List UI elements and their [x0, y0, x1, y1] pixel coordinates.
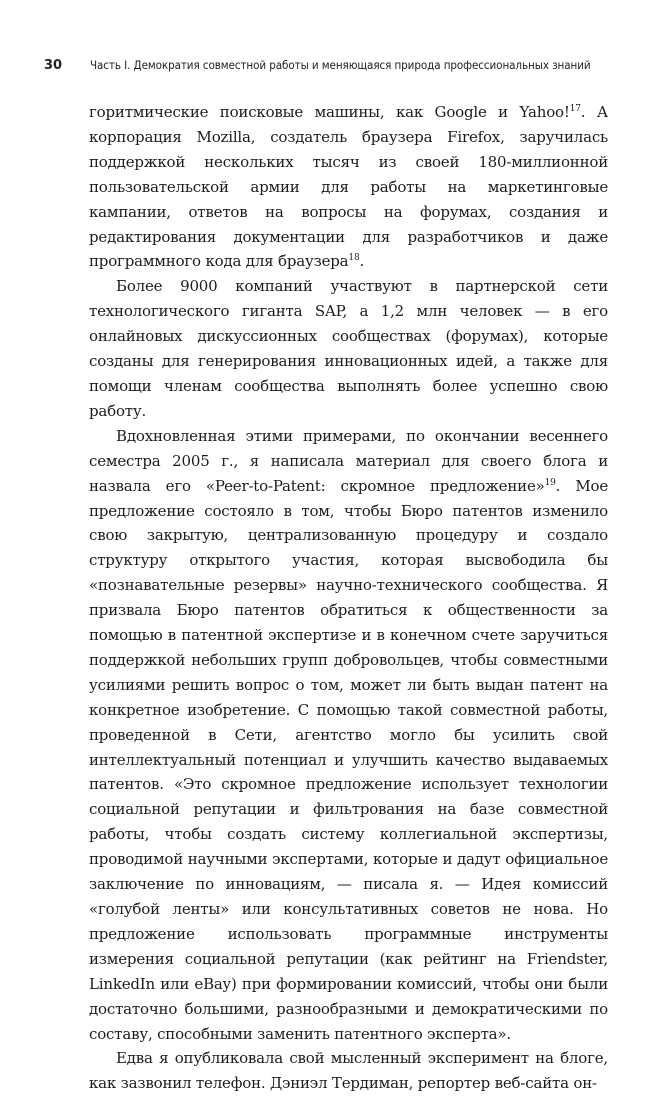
paragraph-4 — [89, 1046, 608, 1096]
footnote-ref: 19 — [544, 477, 556, 488]
paragraph-text: . А корпорация Mozilla, создатель браузера Firefox, заручилась поддержкой нескольких тысяч из своей 180-миллионной пользовательской армии для работы на маркетинговые кампании, ответов на вопросы на форумах, создания и редактирования документации для разработчиков и даже программного кода для браузера — [89, 103, 608, 271]
body-text — [89, 100, 608, 1096]
paragraph-1 — [89, 100, 608, 274]
footnote-ref: 17 — [569, 104, 581, 114]
paragraph-2 — [89, 274, 608, 423]
paragraph-text: Более 9000 компаний участвуют в партнерской сети технологического гиганта SAP, а 1,2 млн человек — в его онлайновых дискуссионных сообществах (форумах), которые созданы для генерирования инновационных идей, а также для помощи членам сообщества выполнять более успешно свою работу. — [89, 277, 608, 420]
page-number: 30 — [44, 58, 62, 73]
paragraph-text: Едва я опубликовала свой мысленный эксперимент на блоге, как зазвонил телефон. Дэниэл Тердиман, репортер веб-сайта он- — [89, 1049, 608, 1093]
paragraph-3 — [89, 424, 608, 1047]
paragraph-text: . Мое предложение состояло в том, чтобы Бюро патентов изменило свою закрытую, централизованную процедуру и создало структуру открытого участия, которая высвободила бы «познавательные резервы» научно-технического сообщества. Я призвала Бюро патентов обратиться к общественности за помощью в патентной экспертизе и в конечном счете заручиться поддержкой небольших групп добровольцев, чтобы совместными усилиями решить вопрос о том, может ли быть выдан патент на конкретное изобретение. С помощью такой совместной работы, проведенной в Сети, агентство могло бы усилить свой интеллектуальный потенциал и улучшить качество выдаваемых патентов. «Это скромное предложение использует технологии социальной репутации и фильтрования на базе совместной работы, чтобы создать систему коллегиальной экспертизы, проводимой научными экспертами, которые и дадут официальное заключение по инновациям, — писала я. — Идея комиссий «голубой ленты» или консультативных советов не нова. Но предложение использовать программные инструменты измерения социальной репутации (как рейтинг на Friendster, LinkedIn или eBay) при формировании комиссий, чтобы они были достаточно большими, разнообразными и демократическими по составу, способными заменить патентного эксперта». — [89, 476, 608, 1043]
paragraph-text: горитмические поисковые машины, как Google и Yahoo! — [89, 103, 570, 121]
running-header — [44, 58, 632, 78]
paragraph-text: . — [359, 252, 365, 271]
running-head-title: Часть I. Демократия совместной работы и меняющаяся природа профессиональных знаний — [90, 59, 591, 72]
footnote-ref: 18 — [348, 253, 360, 264]
paragraph-text: Вдохновленная этими примерами, по окончании весеннего семестра 2005 г., я написала материал для своего блога и назвала его «Peer-to-Patent: скромное предложение» — [89, 426, 608, 495]
